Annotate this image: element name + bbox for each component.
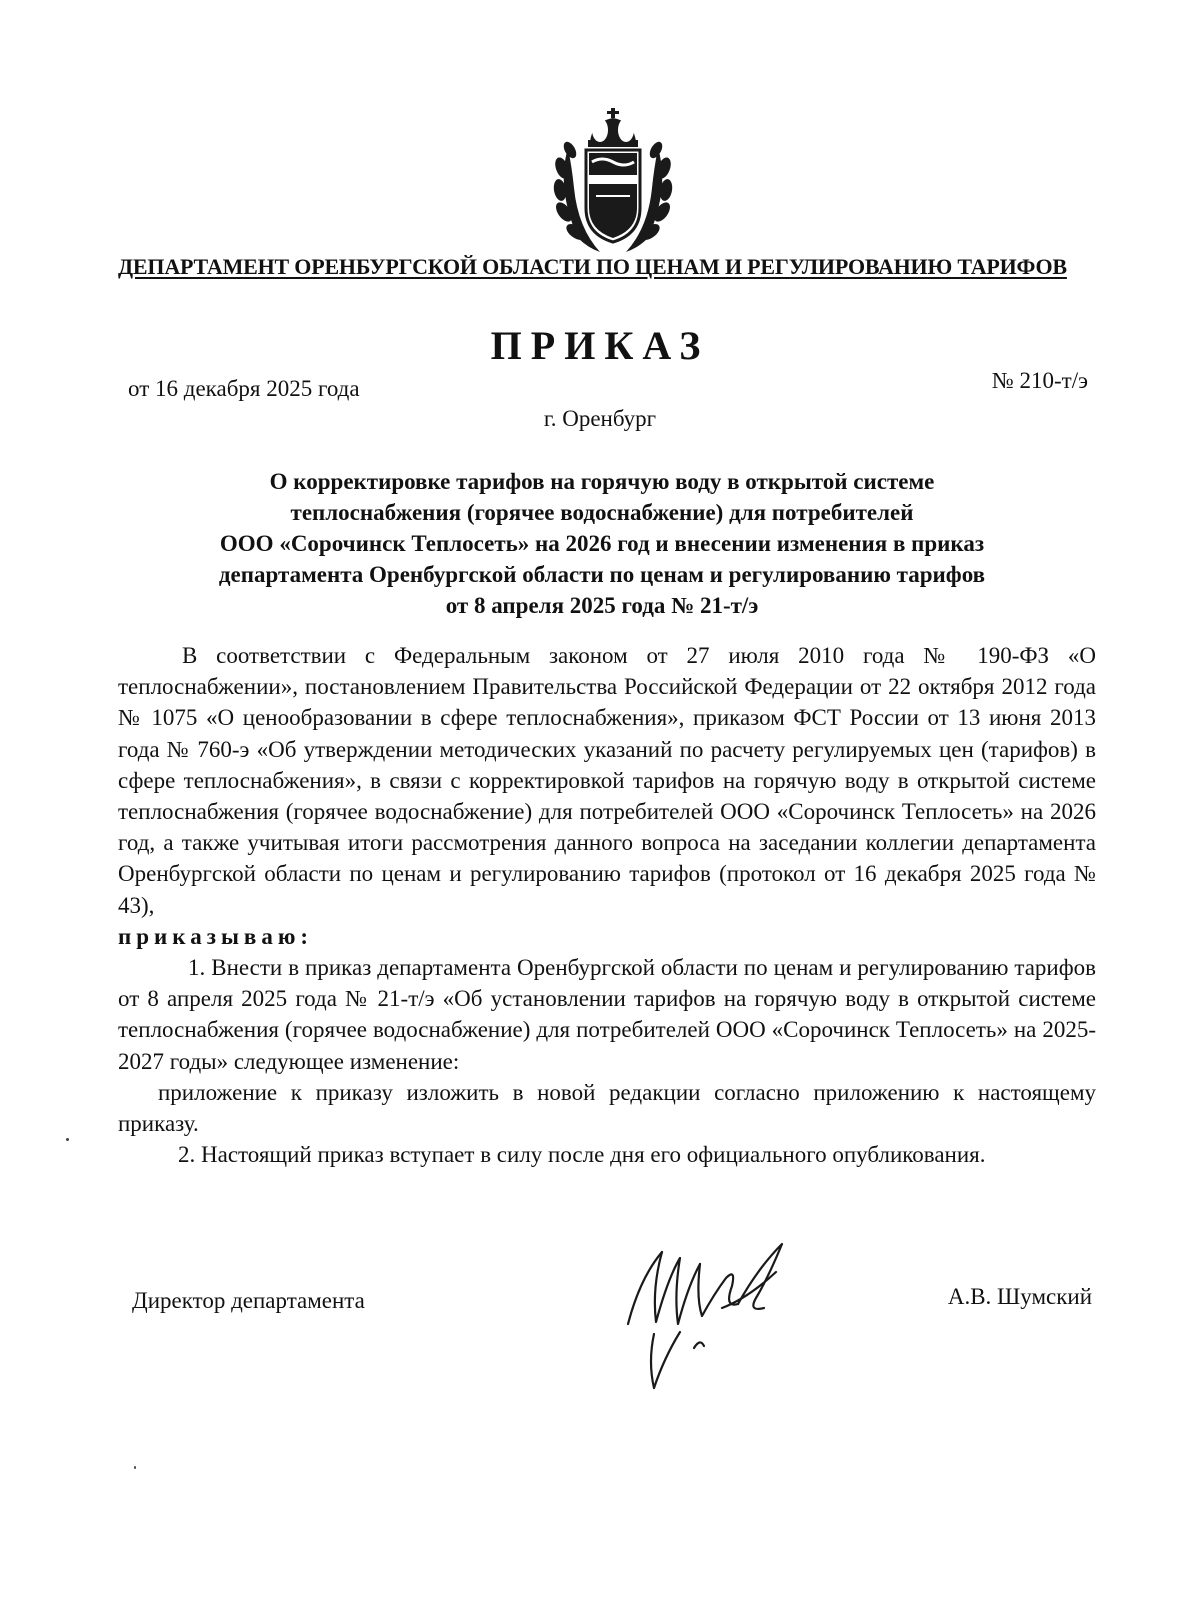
signatory-title: Директор департамента — [132, 1288, 365, 1313]
document-title: ПРИКАЗ — [490, 323, 710, 368]
order-word-paragraph — [118, 921, 1096, 952]
order-word: приказываю: — [118, 923, 314, 949]
subject-line: департамента Оренбургской области по ценам и регулированию тарифов — [218, 562, 986, 587]
document-date: от 16 декабря 2025 года — [128, 376, 360, 401]
item-1-detail-paragraph: приложение к приказу изложить в новой редакции согласно приложению к настоящему приказу. — [118, 1079, 1096, 1137]
document-city: г. Оренбург — [543, 406, 657, 431]
document-number: № 210-т/э — [991, 368, 1088, 393]
subject-line: ООО «Сорочинск Теплосеть» на 2026 год и внесении изменения в приказ — [219, 531, 985, 556]
scan-speck — [66, 1138, 69, 1141]
subject-line: от 8 апреля 2025 года № 21-т/э — [445, 593, 759, 618]
preamble-paragraph: В соответствии с Федеральным законом от 27 июля 2010 года № 190-ФЗ «О теплоснабжении», постановлением Правительства Российской Федерации от 22 октября 2012 года № 1075 «О ценообразовании в сфере теплоснабжения», приказом ФСТ России от 13 июня 2013 года № 760-э «Об утверждении методических указаний по расчету регулируемых цен (тарифов) в сфере теплоснабжения», в связи с корректировкой тарифов на горячую воду в открытой системе теплоснабжения (горячее водоснабжение) для потребителей ООО «Сорочинск Теплосеть» на 2026 год, а также учитывая итоги рассмотрения данного вопроса на заседании коллегии департамента Оренбургской области по ценам и регулированию тарифов (протокол от 16 декабря 2025 года № 43), — [118, 643, 1096, 918]
subject-line: теплоснабжения (горячее водоснабжение) для потребителей — [290, 500, 914, 525]
item-2-paragraph: 2. Настоящий приказ вступает в силу после дня его официального опубликования. — [178, 1142, 986, 1168]
coat-of-arms-icon — [548, 108, 678, 256]
item-1-paragraph: 1. Внести в приказ департамента Оренбургской области по ценам и регулированию тарифов от 8 апреля 2025 года № 21-т/э «Об установлении тарифов на горячую воду в открытой системе теплоснабжения (горячее водоснабжение) для потребителей ООО «Сорочинск Теплосеть» на 2025-2027 годы» следующее изменение: — [118, 955, 1096, 1074]
subject-line: О корректировке тарифов на горячую воду в открытой системе — [269, 469, 935, 494]
document-body — [118, 640, 1096, 1170]
signatory-name: А.В. Шумский — [947, 1284, 1092, 1309]
document-subject — [120, 466, 1084, 621]
scan-speck — [134, 1466, 136, 1469]
department-header: ДЕПАРТАМЕНТ ОРЕНБУРГСКОЙ ОБЛАСТИ ПО ЦЕНАМ И РЕГУЛИРОВАНИЮ ТАРИФОВ — [118, 254, 1067, 279]
handwritten-signature-icon — [618, 1238, 798, 1398]
